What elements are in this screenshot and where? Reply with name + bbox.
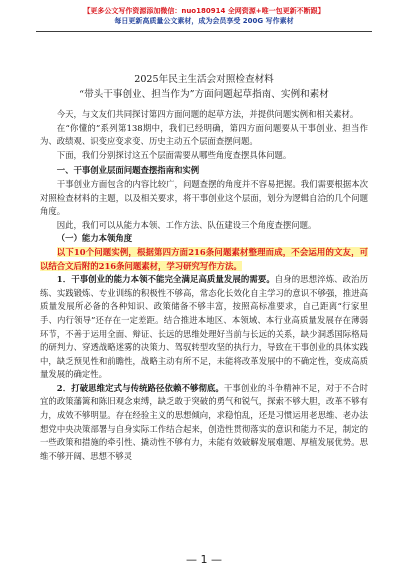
- problem-item-1: [40, 273, 368, 382]
- problem-item-2-heading: 2．打破思维定式与传统路径依赖不够彻底。: [56, 382, 224, 393]
- header-divider: [36, 31, 372, 32]
- problem-item-2-body: 干事创业的斗争精神不足，对于不合时宜的政策藩篱和陈旧观念束缚，缺乏敢于突破的勇气和锐气，探索不够大胆，改革不够有力，成效不够明显。存在经验主义的思想倾向，求稳怕乱，还是习惯运用老思维、老办法想党中央决策部署与自身实际工作结合起来，创造性贯彻落实的意识和能力不足，制定的一些政策和措施的牵引性、撬动性不够有力，未能有效破解发展难题、厚植发展优势。思维不够开阔、思想不够灵: [40, 382, 369, 461]
- problem-item-1-body: 自身的思想淬炼、政治历练、实践锻炼、专业训练的积极性不够高，常态化长效化自主学习的意识不够强，推进高质量发展所必备的各种知识、政策储备不够丰富，按照高标准要求，自己距离“行家里手、内行领导”还存在一定差距。结合推进本地区、本领域、本行业高质量发展存在薄弱环节，不善于运用全面、辩证、长远的思维处理好当前与长远的关系，缺少洞悉国际格局的研判力、穿透战略迷雾的决策力、驾驭转型攻坚的执行力，导致在干事创业的具体实践中，缺乏预见性和前瞻性，战略主动有所不足，未能将改革发展中的不确定性，变成高质量发展的确定性。: [40, 274, 368, 380]
- highlight-note-text: 以下10个问题实例，根据第四方面216条问题素材整理而成，不会运用的文友，可以结合文后附的216条问题素材，学习研究写作方法。: [40, 246, 368, 271]
- problem-item-2: [40, 382, 368, 464]
- page-number: — 1 —: [186, 553, 222, 566]
- section-1-paragraph-2: 因此，我们可以从能力本领、工作方法、队伍建设三个角度查摆问题。: [56, 219, 317, 230]
- paragraph-context: 在“你懂的”系列第138期中，我们已经明确，第四方面问题要从干事创业、担当作为、政绩观、识变应变求变、历史主动五个层面查摆问题。: [40, 122, 368, 147]
- paragraph-transition: 下面，我们分别探讨这五个层面需要从哪些角度查摆具体问题。: [56, 149, 292, 160]
- paragraph-intro: 今天，与文友们共同探讨第四方面问题的起草方法，并提供问题实例和相关素材。: [56, 109, 359, 119]
- subsection-heading-ability: （一）能力本领角度: [56, 233, 133, 244]
- section-1-paragraph-1: 干事创业方面包含的内容比较广，问题查摆的角度并不容易把握。我们需要根据本次对照检查材料的主题，以及相关要求，将干事创业这个层面，划分为逻辑自洽的几个问题角度。: [40, 178, 368, 217]
- section-heading-1: 一、干事创业层面问题查摆指南和实例: [56, 165, 200, 176]
- banner-line-2: 每日更新高质量公文素材，成为会员享受 200G 写作素材: [114, 17, 294, 25]
- document-title: 2025年民主生活会对照检查材料: [134, 74, 274, 85]
- header-banner: [40, 6, 368, 26]
- banner-line-1: 【更多公文写作资源添加微信：nuo180914 全网资源+唯一包更新不断跟】: [83, 7, 325, 15]
- problem-item-1-heading: 1．干事创业的能力本领不能完全满足高质量发展的需要。: [56, 274, 275, 285]
- highlight-note: [40, 246, 368, 273]
- document-subtitle: “带头干事创业、担当作为”方面问题起草指南、实例和素材: [79, 89, 329, 100]
